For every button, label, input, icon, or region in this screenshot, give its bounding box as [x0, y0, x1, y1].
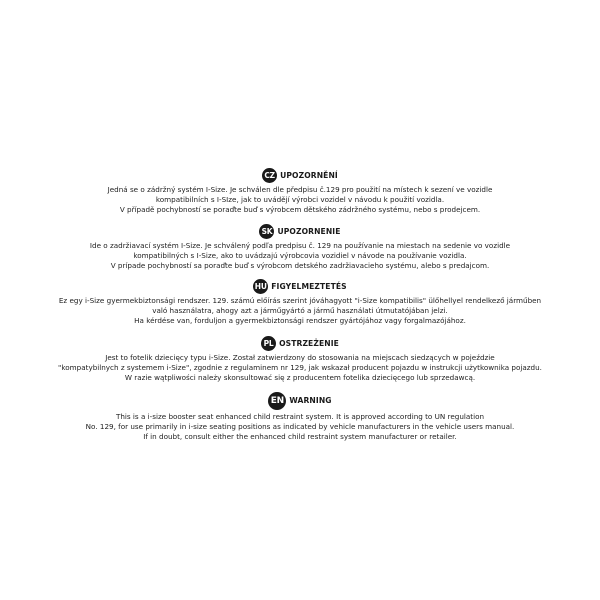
- section-title: UPOZORNĚNÍ: [280, 171, 338, 180]
- section-header: [0, 224, 600, 239]
- language-badge-en: EN: [268, 392, 286, 410]
- language-badge-cz: CZ: [262, 168, 277, 183]
- body-line: V případě pochybností se poraďte buď s výrobcem dětského zádržného systému, nebo s prodejcem.: [119, 204, 481, 214]
- language-badge-sk: SK: [259, 224, 274, 239]
- body-line: Jedná se o zádržný systém I-Size. Je schválen dle předpisu č.129 pro použití na místech k sezení ve vozidle: [107, 185, 493, 194]
- section-title: WARNING: [289, 396, 332, 406]
- section-header: [0, 279, 600, 294]
- warning-sections: [0, 168, 600, 451]
- section-pl: [0, 336, 600, 383]
- language-badge-hu: HU: [253, 279, 268, 294]
- body-line: Ha kérdése van, forduljon a gyermekbiztonsági rendszer gyártójához vagy forgalmazójához.: [134, 316, 466, 326]
- body-line: való használatra, ahogy azt a járműgyártó a jármű használati útmutatójában jelzi.: [152, 306, 448, 316]
- body-line: Jest to fotelik dziecięcy typu i-Size. Został zatwierdzony do stosowania na miejscach siedzących w pojeździe: [105, 353, 495, 363]
- language-badge-pl: PL: [261, 336, 276, 351]
- body-line: kompatibilných s I-Size, ako to uvádzajú výrobcovia vozidiel v návode na používanie vozidla.: [133, 250, 467, 260]
- section-title: UPOZORNENIE: [277, 226, 341, 236]
- section-header: [0, 336, 600, 351]
- body-line: kompatibilních s I-SIze, jak to uvádějí výrobci vozidel v návodu k použití vozidla.: [155, 194, 445, 204]
- section-hu: [0, 279, 600, 326]
- body-line: Ide o zadržiavací systém I-Size. Je schválený podľa predpisu č. 129 na používanie na miestach na sedenie vo vozidle: [89, 240, 511, 250]
- body-line: W razie wątpliwości należy skonsultować się z producentem fotelika dziecięcego lub sprzedawcą.: [124, 372, 476, 382]
- body-line: V prípade pochybností sa poraďte buď s výrobcom detského zadržiavacieho systému, alebo s predajcom.: [110, 260, 490, 270]
- section-header: [0, 168, 600, 183]
- section-cz: [0, 168, 600, 215]
- body-line: This is a i-size booster seat enhanced child restraint system. It is approved according to UN regulation: [115, 411, 485, 421]
- section-title: FIGYELMEZTETÉS: [271, 282, 347, 292]
- section-header: [0, 392, 600, 410]
- body-line: "kompatybilnych z systemem i-Size", zgodnie z regulaminem nr 129, jak wskazał producent pojazdu w instrukcji użytkownika pojazdu.: [58, 363, 542, 373]
- body-line: No. 129, for use primarily in i-size seating positions as indicated by vehicle manufacturers in the vehicle users manual.: [85, 421, 515, 431]
- body-line: If in doubt, consult either the enhanced child restraint system manufacturer or retailer.: [143, 431, 457, 441]
- section-en: [0, 392, 600, 442]
- section-title: OSTRZEŻENIE: [279, 339, 339, 349]
- section-sk: [0, 224, 600, 271]
- body-line: Ez egy i-Size gyermekbiztonsági rendszer. 129. számú előírás szerint jóváhagyott "i-Size kompatibilis" ülőhellyel rendelkező járműben: [58, 296, 542, 306]
